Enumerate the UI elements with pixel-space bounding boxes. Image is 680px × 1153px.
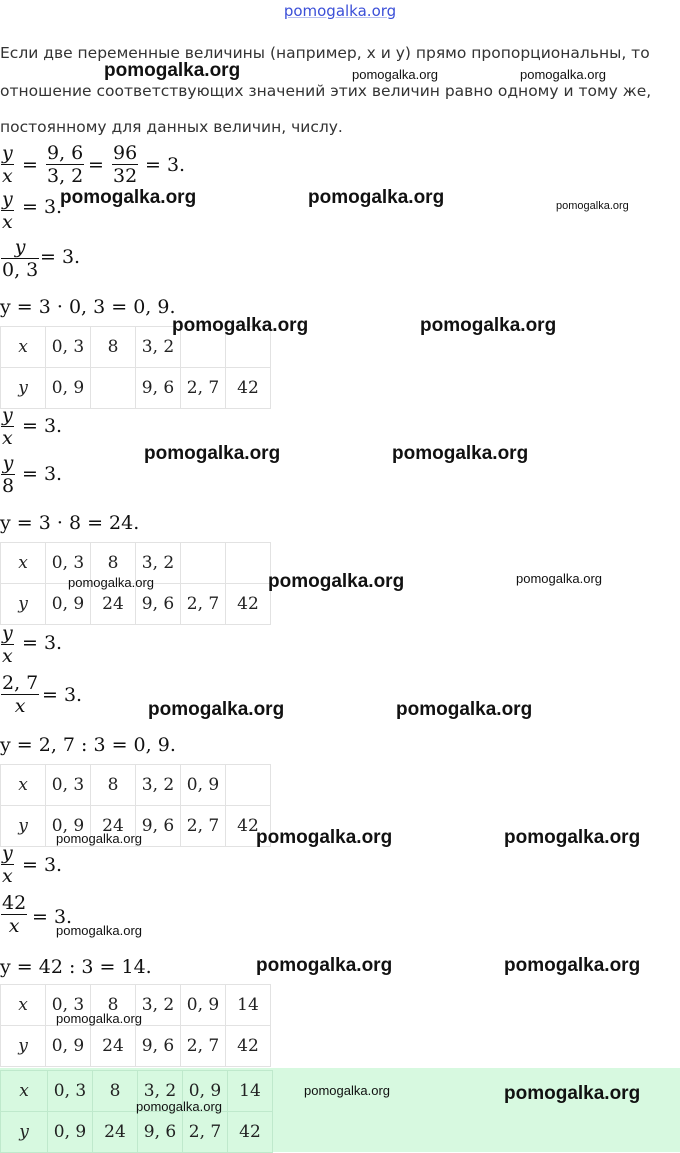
table-cell: y	[1, 584, 46, 625]
formula-tail: = 3.	[42, 684, 83, 706]
watermark: pomogalka.org	[420, 315, 557, 336]
table-cell: y	[1, 1112, 48, 1153]
formula-tail: = 3.	[22, 196, 63, 218]
watermark: pomogalka.org	[392, 443, 529, 464]
table-cell: 24	[91, 1026, 136, 1067]
table-cell: 42	[226, 368, 271, 409]
fraction-y-over-x: $\frac{y}{x}$	[2, 188, 13, 233]
table-cell: 0, 9	[46, 368, 91, 409]
watermark: pomogalka.org	[148, 699, 285, 720]
table-cell: 0, 9	[46, 806, 91, 847]
table-cell: 42	[228, 1112, 273, 1153]
table-cell: 0, 3	[46, 327, 91, 368]
table-cell	[91, 368, 136, 409]
table-cell: 0, 3	[48, 1071, 93, 1112]
table-cell: x	[1, 765, 46, 806]
table-cell: y	[1, 806, 46, 847]
fraction-y-over-x: $\frac{y}{x}$	[2, 142, 13, 187]
fraction-y-over-0-3: $\frac{y}{0, 3}$	[2, 236, 39, 281]
equals-sign: =	[22, 154, 38, 176]
table-cell: 2, 7	[181, 806, 226, 847]
value-table-1	[0, 326, 271, 409]
table-cell: 3, 2	[136, 985, 181, 1026]
table-cell: 24	[91, 584, 136, 625]
formula-line: y = 3 · 0, 3 = 0, 9.	[0, 296, 176, 318]
table-cell: 8	[91, 543, 136, 584]
fraction-y-over-8: $\frac{y}{8}$	[2, 452, 15, 497]
watermark: pomogalka.org	[520, 67, 606, 82]
watermark: pomogalka.org	[268, 571, 405, 592]
watermark: pomogalka.org	[56, 831, 142, 846]
table-cell: 0, 3	[46, 765, 91, 806]
table-cell: 3, 2	[136, 765, 181, 806]
formula-line: y = 42 : 3 = 14.	[0, 956, 152, 978]
intro-line-2: отношение соответствующих значений этих величин равно одному и тому же,	[0, 82, 652, 100]
table-cell: x	[1, 1071, 48, 1112]
table-cell: 8	[91, 985, 136, 1026]
watermark: pomogalka.org	[304, 1083, 390, 1098]
watermark: pomogalka.org	[104, 60, 241, 81]
formula-tail: = 3.	[40, 246, 81, 268]
table-cell: x	[1, 543, 46, 584]
formula-tail: = 3.	[22, 632, 63, 654]
table-row	[1, 765, 271, 806]
watermark: pomogalka.org	[352, 67, 438, 82]
watermark: pomogalka.org	[256, 827, 393, 848]
watermark: pomogalka.org	[556, 200, 629, 212]
table-cell: 9, 6	[136, 1026, 181, 1067]
table-row	[1, 1026, 271, 1067]
watermark: pomogalka.org	[516, 571, 602, 586]
table-cell: 0, 9	[48, 1112, 93, 1153]
watermark: pomogalka.org	[56, 923, 142, 938]
formula-line: y = 3 · 8 = 24.	[0, 512, 140, 534]
table-cell	[226, 765, 271, 806]
watermark: pomogalka.org	[256, 955, 393, 976]
table-cell: 42	[226, 806, 271, 847]
formula-tail: = 3.	[22, 463, 63, 485]
table-row	[1, 368, 271, 409]
formula-tail: = 3.	[145, 154, 186, 176]
table-cell: 24	[93, 1112, 138, 1153]
intro-line-1: Если две переменные величины (например, x и y) прямо пропорциональны, то	[0, 44, 650, 62]
table-cell: 0, 9	[46, 1026, 91, 1067]
watermark: pomogalka.org	[56, 1011, 142, 1026]
table-cell: 0, 9	[181, 765, 226, 806]
table-cell: 14	[226, 985, 271, 1026]
watermark: pomogalka.org	[396, 699, 533, 720]
fraction-96-over-32: $\frac{96}{32}$	[113, 142, 138, 187]
table-cell: 0, 9	[183, 1071, 228, 1112]
watermark: pomogalka.org	[308, 187, 445, 208]
table-cell: 0, 3	[46, 985, 91, 1026]
watermark: pomogalka.org	[504, 827, 641, 848]
table-cell: 3, 2	[138, 1071, 183, 1112]
table-cell: 14	[228, 1071, 273, 1112]
equals-sign: =	[88, 154, 104, 176]
table-cell: 9, 6	[136, 584, 181, 625]
table-cell: 8	[91, 327, 136, 368]
watermark: pomogalka.org	[68, 575, 154, 590]
table-cell: 0, 3	[46, 543, 91, 584]
table-cell	[181, 543, 226, 584]
table-cell: 2, 7	[181, 584, 226, 625]
table-cell: y	[1, 368, 46, 409]
formula-tail: = 3.	[22, 415, 63, 437]
table-cell: y	[1, 1026, 46, 1067]
table-cell: 2, 7	[183, 1112, 228, 1153]
table-cell: 9, 6	[136, 806, 181, 847]
watermark: pomogalka.org	[172, 315, 309, 336]
fraction-y-over-x: $\frac{y}{x}$	[2, 842, 13, 887]
formula-line: y = 2, 7 : 3 = 0, 9.	[0, 734, 176, 756]
table-cell: 42	[226, 584, 271, 625]
table-cell: 8	[93, 1071, 138, 1112]
fraction-2-7-over-x: $\frac{2, 7}{x}$	[2, 672, 39, 717]
watermark: pomogalka.org	[504, 1083, 641, 1104]
table-cell: 24	[91, 806, 136, 847]
intro-line-3: постоянному для данных величин, числу.	[0, 118, 343, 136]
fraction-9-6-over-3-2: $\frac{9, 6}{3, 2}$	[47, 142, 84, 187]
formula-tail: = 3.	[22, 854, 63, 876]
table-cell: 42	[226, 1026, 271, 1067]
table-cell: x	[1, 985, 46, 1026]
table-cell: 8	[91, 765, 136, 806]
table-cell: x	[1, 327, 46, 368]
fraction-42-over-x: $\frac{42}{x}$	[2, 892, 27, 937]
watermark: pomogalka.org	[60, 187, 197, 208]
table-cell: 0, 9	[46, 584, 91, 625]
table-cell: 2, 7	[181, 1026, 226, 1067]
watermark: pomogalka.org	[136, 1099, 222, 1114]
table-cell: 2, 7	[181, 368, 226, 409]
table-cell: 3, 2	[136, 327, 181, 368]
fraction-y-over-x: $\frac{y}{x}$	[2, 404, 13, 449]
table-row	[1, 1112, 273, 1153]
table-cell: 9, 6	[138, 1112, 183, 1153]
table-cell: 0, 9	[181, 985, 226, 1026]
fraction-y-over-x: $\frac{y}{x}$	[2, 622, 13, 667]
watermark: pomogalka.org	[144, 443, 281, 464]
table-cell	[226, 543, 271, 584]
table-cell: 9, 6	[136, 368, 181, 409]
formula-tail: = 3.	[32, 906, 73, 928]
watermark: pomogalka.org	[504, 955, 641, 976]
site-link[interactable]: pomogalka.org	[283, 2, 397, 20]
table-cell: 3, 2	[136, 543, 181, 584]
